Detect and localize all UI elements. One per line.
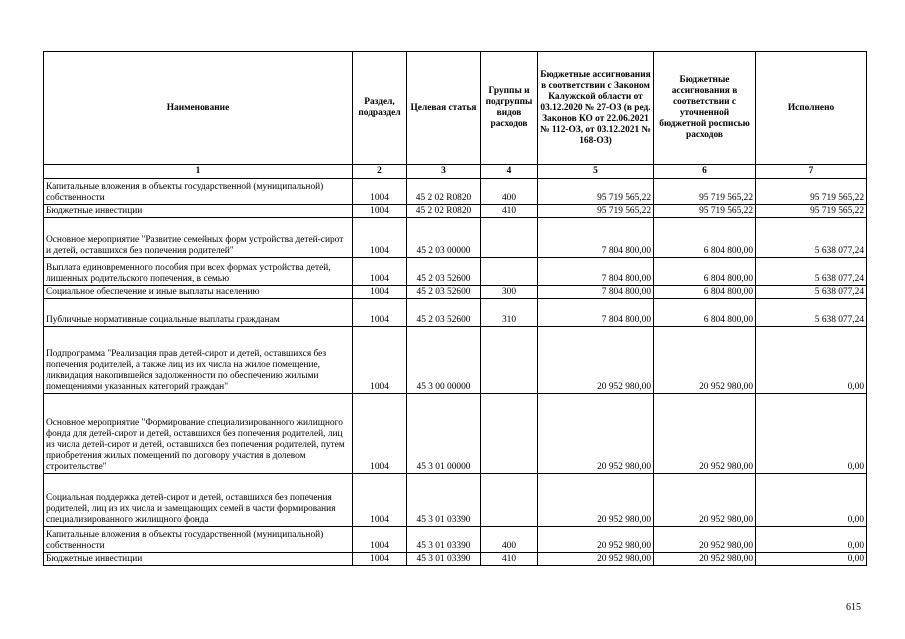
row-target: 45 2 03 52600 [407, 286, 481, 299]
header-section: Раздел, подраздел [353, 52, 407, 165]
row-name: Бюджетные инвестиции [44, 553, 353, 566]
row-group [481, 218, 538, 258]
row-executed-amount: 95 719 565,22 [756, 179, 867, 205]
row-section: 1004 [353, 286, 407, 299]
row-executed-amount: 5 638 077,24 [756, 258, 867, 286]
row-executed-amount: 0,00 [756, 527, 867, 553]
table-row [44, 205, 867, 218]
row-law-amount: 20 952 980,00 [538, 394, 654, 474]
row-law-amount: 20 952 980,00 [538, 327, 654, 394]
row-law-amount: 95 719 565,22 [538, 179, 654, 205]
row-group: 410 [481, 205, 538, 218]
row-executed-amount: 5 638 077,24 [756, 299, 867, 327]
row-refined-amount: 20 952 980,00 [654, 474, 756, 527]
row-name: Публичные нормативные социальные выплаты гражданам [44, 299, 353, 327]
row-target: 45 3 00 00000 [407, 327, 481, 394]
row-law-amount: 7 804 800,00 [538, 299, 654, 327]
row-refined-amount: 20 952 980,00 [654, 527, 756, 553]
col-number: 6 [654, 165, 756, 179]
row-name: Основное мероприятие "Развитие семейных форм устройства детей-сирот и детей, оставшихся без попечения родителей" [44, 218, 353, 258]
row-section: 1004 [353, 299, 407, 327]
row-law-amount: 7 804 800,00 [538, 218, 654, 258]
row-refined-amount: 95 719 565,22 [654, 179, 756, 205]
row-section: 1004 [353, 218, 407, 258]
row-group: 310 [481, 299, 538, 327]
row-target: 45 3 01 03390 [407, 474, 481, 527]
row-refined-amount: 6 804 800,00 [654, 218, 756, 258]
row-group: 400 [481, 527, 538, 553]
row-refined-amount: 95 719 565,22 [654, 205, 756, 218]
row-executed-amount: 5 638 077,24 [756, 218, 867, 258]
row-refined-amount: 20 952 980,00 [654, 327, 756, 394]
row-refined-amount: 20 952 980,00 [654, 553, 756, 566]
row-group: 400 [481, 179, 538, 205]
row-executed-amount: 0,00 [756, 474, 867, 527]
column-number-row [44, 165, 867, 179]
col-number: 2 [353, 165, 407, 179]
row-refined-amount: 6 804 800,00 [654, 258, 756, 286]
row-executed-amount: 5 638 077,24 [756, 286, 867, 299]
row-law-amount: 20 952 980,00 [538, 527, 654, 553]
row-law-amount: 20 952 980,00 [538, 474, 654, 527]
row-section: 1004 [353, 179, 407, 205]
row-name: Капитальные вложения в объекты государственной (муниципальной) собственности [44, 179, 353, 205]
row-refined-amount: 20 952 980,00 [654, 394, 756, 474]
row-group [481, 258, 538, 286]
row-section: 1004 [353, 527, 407, 553]
row-name: Социальное обеспечение и иные выплаты населению [44, 286, 353, 299]
table-row [44, 286, 867, 299]
table-row [44, 474, 867, 527]
row-name: Капитальные вложения в объекты государственной (муниципальной) собственности [44, 527, 353, 553]
header-target: Целевая статья [407, 52, 481, 165]
row-section: 1004 [353, 205, 407, 218]
table-row [44, 527, 867, 553]
row-group: 300 [481, 286, 538, 299]
row-law-amount: 20 952 980,00 [538, 553, 654, 566]
table-row [44, 394, 867, 474]
row-target: 45 2 02 R0820 [407, 179, 481, 205]
table-row [44, 553, 867, 566]
row-executed-amount: 0,00 [756, 553, 867, 566]
header-law: Бюджетные ассигнования в соответствии с Законом Калужской области от 03.12.2020 № 27-ОЗ (в ред. Законов КО от 22.06.2021 № 112-ОЗ, от 03.12.2021 № 168-ОЗ) [538, 52, 654, 165]
row-name: Выплата единовременного пособия при всех формах устройства детей, лишенных родительского попечения, в семью [44, 258, 353, 286]
row-group [481, 394, 538, 474]
row-name: Бюджетные инвестиции [44, 205, 353, 218]
col-number: 7 [756, 165, 867, 179]
row-section: 1004 [353, 553, 407, 566]
header-refined: Бюджетные ассигнования в соответствии с уточненной бюджетной росписью расходов [654, 52, 756, 165]
row-group: 410 [481, 553, 538, 566]
row-target: 45 3 01 03390 [407, 553, 481, 566]
table-row [44, 299, 867, 327]
row-executed-amount: 95 719 565,22 [756, 205, 867, 218]
col-number: 1 [44, 165, 353, 179]
row-group [481, 474, 538, 527]
row-law-amount: 7 804 800,00 [538, 286, 654, 299]
row-target: 45 2 03 00000 [407, 218, 481, 258]
table-row [44, 327, 867, 394]
row-target: 45 3 01 03390 [407, 527, 481, 553]
header-name: Наименование [44, 52, 353, 165]
header-groups: Группы и подгруппы видов расходов [481, 52, 538, 165]
row-law-amount: 7 804 800,00 [538, 258, 654, 286]
col-number: 4 [481, 165, 538, 179]
row-target: 45 2 02 R0820 [407, 205, 481, 218]
budget-table [43, 51, 867, 566]
row-name: Социальная поддержка детей-сирот и детей, оставшихся без попечения родителей, лиц из их числа и замещающих семей в части формирования специализированного жилищного фонда [44, 474, 353, 527]
row-name: Подпрограмма "Реализация прав детей-сирот и детей, оставшихся без попечения родителей, а также лиц из их числа на жилое помещение, ликвидация накопившейся задолженности по обеспечению жилыми помещениями указанных категорий граждан" [44, 327, 353, 394]
table-row [44, 179, 867, 205]
table-row [44, 258, 867, 286]
table-row [44, 218, 867, 258]
row-section: 1004 [353, 394, 407, 474]
header-row [44, 52, 867, 165]
row-refined-amount: 6 804 800,00 [654, 286, 756, 299]
row-section: 1004 [353, 474, 407, 527]
row-target: 45 2 03 52600 [407, 299, 481, 327]
row-name: Основное мероприятие "Формирование специализированного жилищного фонда для детей-сирот и детей, оставшихся без попечения родителей, лиц из числа детей-сирот и детей, оставшихся без попечения родителей, путем приобретения жилых помещений по договору участия в долевом строительстве" [44, 394, 353, 474]
page-number: 615 [846, 602, 861, 613]
row-executed-amount: 0,00 [756, 394, 867, 474]
row-law-amount: 95 719 565,22 [538, 205, 654, 218]
row-section: 1004 [353, 327, 407, 394]
row-executed-amount: 0,00 [756, 327, 867, 394]
col-number: 5 [538, 165, 654, 179]
row-target: 45 3 01 00000 [407, 394, 481, 474]
row-target: 45 2 03 52600 [407, 258, 481, 286]
col-number: 3 [407, 165, 481, 179]
row-section: 1004 [353, 258, 407, 286]
header-executed: Исполнено [756, 52, 867, 165]
row-refined-amount: 6 804 800,00 [654, 299, 756, 327]
row-group [481, 327, 538, 394]
